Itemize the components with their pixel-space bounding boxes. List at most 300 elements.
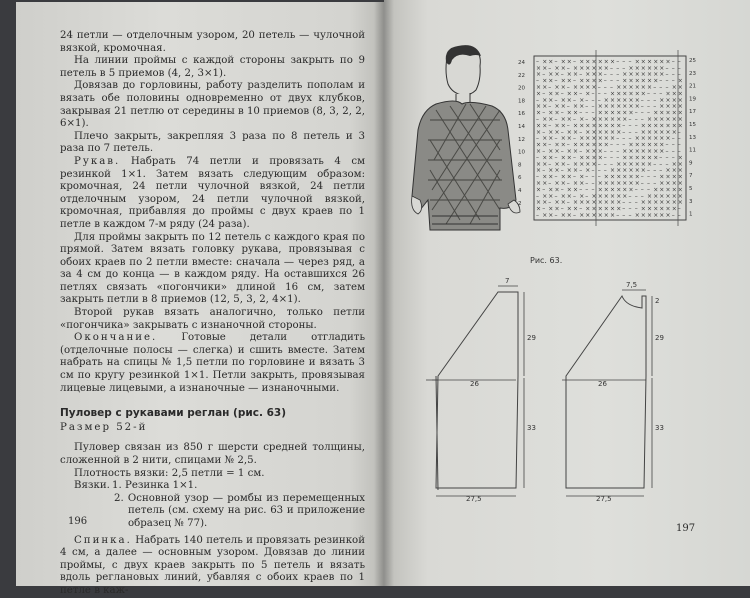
chart-cell: × xyxy=(659,192,665,200)
chart-cell: × xyxy=(542,122,548,130)
chart-cell: × xyxy=(665,135,671,143)
chart-cell: – xyxy=(647,103,650,111)
chart-cell: – xyxy=(573,135,576,143)
chart-cell: × xyxy=(659,96,665,104)
chart-cell: – xyxy=(628,128,632,136)
chart-cell: – xyxy=(573,173,576,181)
chart-cell: × xyxy=(548,77,554,85)
chart-cell: × xyxy=(671,84,677,91)
chart-cell: × xyxy=(640,71,646,79)
chart-cell: × xyxy=(597,180,603,187)
chart-row-number-right: 17 xyxy=(689,109,696,116)
chart-cell: × xyxy=(560,84,566,91)
chart-cell: × xyxy=(659,103,665,111)
chart-row-number-left: 18 xyxy=(518,98,525,105)
chart-cell: × xyxy=(634,160,640,168)
chart-cell: – xyxy=(659,90,663,98)
chart-cell: × xyxy=(548,58,554,66)
chart-cell: × xyxy=(665,103,671,111)
chart-cell: × xyxy=(640,64,646,72)
chart-cell: × xyxy=(542,77,548,85)
chart-cell: × xyxy=(665,128,671,136)
chart-cell: × xyxy=(622,116,628,123)
chart-cell: × xyxy=(548,186,554,194)
chart-cell: × xyxy=(579,199,585,207)
chart-cell: × xyxy=(573,205,579,213)
chart-cell: × xyxy=(603,103,609,111)
knit-item-2: 2. Основной узор — ромбы из перемещенных петель (см. схему на рис. 63 и приложение образец № 77). xyxy=(114,492,365,529)
chart-cell: × xyxy=(603,116,609,123)
chart-cell: × xyxy=(610,180,616,187)
chart-cell: × xyxy=(603,186,609,194)
chart-cell: × xyxy=(610,122,616,130)
chart-cell: × xyxy=(566,148,572,155)
chart-cell: × xyxy=(573,109,579,117)
chart-cell: × xyxy=(542,192,548,200)
chart-cell: × xyxy=(579,173,585,181)
chart-cell: – xyxy=(536,116,539,123)
chart-cell: – xyxy=(554,77,558,85)
chart-cell: – xyxy=(616,77,620,85)
chart-cell: × xyxy=(603,96,609,104)
chart-cell: × xyxy=(591,122,597,130)
chart-cell: × xyxy=(647,205,653,213)
chart-cell: × xyxy=(566,96,572,104)
chart-cell: × xyxy=(597,199,603,207)
chart-cell: × xyxy=(634,148,640,155)
chart-cell: × xyxy=(566,116,572,123)
chart-cell: × xyxy=(585,58,591,66)
chart-cell: – xyxy=(634,122,638,130)
chart-cell: × xyxy=(591,199,597,207)
chart-cell: – xyxy=(634,199,638,207)
chart-cell: – xyxy=(640,116,644,123)
chart-cell: × xyxy=(628,160,634,168)
chart-cell: – xyxy=(536,192,539,200)
chart-cell: × xyxy=(622,96,628,104)
chart-cell: × xyxy=(647,58,653,66)
chart-cell: – xyxy=(628,116,632,123)
chart-cell: × xyxy=(554,205,560,213)
chart-row-number-left: 2 xyxy=(518,200,522,207)
chart-cell: × xyxy=(536,180,542,187)
chart-cell: × xyxy=(653,186,659,194)
chart-cell: – xyxy=(603,154,607,162)
chart-cell: × xyxy=(566,135,572,143)
back-label: Спинка. xyxy=(74,534,132,546)
chart-cell: – xyxy=(560,186,564,194)
chart-cell: – xyxy=(542,186,546,194)
chart-cell: × xyxy=(542,212,548,219)
chart-cell: × xyxy=(554,186,560,194)
chart-cell: – xyxy=(536,58,539,66)
chart-cell: × xyxy=(671,173,677,181)
chart-cell: – xyxy=(671,58,675,66)
chart-cell: × xyxy=(591,160,597,168)
chart-cell: × xyxy=(659,199,665,207)
chart-cell: × xyxy=(597,154,603,162)
chart-cell: – xyxy=(597,84,601,91)
chart-cell: – xyxy=(573,192,576,200)
chart-cell: – xyxy=(616,58,620,66)
chart-cell: × xyxy=(603,122,609,130)
chart-cell: × xyxy=(628,77,634,85)
chart-cell: – xyxy=(603,84,607,91)
chart-row-number-right: 15 xyxy=(689,122,696,128)
chart-cell: × xyxy=(560,116,566,123)
chart-cell: – xyxy=(560,71,564,79)
chart-cell: × xyxy=(677,122,683,130)
chart-cell: – xyxy=(591,186,595,194)
chart-cell: × xyxy=(677,167,683,175)
chart-cell: × xyxy=(560,122,566,130)
chart-cell: × xyxy=(622,173,628,181)
chart-cell: × xyxy=(677,192,683,200)
chart-row-number-right: 21 xyxy=(689,83,696,90)
chart-cell: × xyxy=(579,103,585,111)
chart-cell: × xyxy=(573,122,579,130)
chart-cell: × xyxy=(536,109,542,117)
chart-cell: × xyxy=(671,186,677,194)
chart-cell: × xyxy=(566,205,572,213)
chart-cell: × xyxy=(622,180,628,187)
chart-cell: × xyxy=(585,141,591,149)
chart-cell: × xyxy=(634,103,640,111)
chart-cell: – xyxy=(585,109,589,117)
chart-cell: × xyxy=(548,192,554,200)
chart-cell: × xyxy=(579,135,585,143)
chart-cell: – xyxy=(566,103,570,111)
chart-cell: × xyxy=(671,128,677,136)
chart-cell: × xyxy=(616,167,622,175)
chart-cell: × xyxy=(628,90,634,98)
chart-cell: × xyxy=(647,192,653,200)
chart-cell: – xyxy=(677,64,681,72)
chart-cell: × xyxy=(585,154,591,162)
chart-cell: × xyxy=(536,205,542,213)
chart-cell: – xyxy=(548,122,552,130)
chart-cell: × xyxy=(597,186,603,194)
chart-cell: – xyxy=(647,96,650,104)
chart-cell: × xyxy=(616,96,622,104)
chart-cell: × xyxy=(628,109,634,117)
chart-cell: × xyxy=(591,192,597,200)
chart-cell: × xyxy=(560,58,566,66)
chart-cell: × xyxy=(634,141,640,149)
chart-cell: – xyxy=(591,103,595,111)
chart-cell: × xyxy=(671,90,677,98)
chart-cell: – xyxy=(579,148,583,155)
chart-cell: × xyxy=(536,186,542,194)
chart-cell: – xyxy=(560,90,564,98)
chart-cell: – xyxy=(566,84,570,91)
chart-cell: × xyxy=(603,173,609,181)
chart-cell: × xyxy=(616,180,622,187)
chart-cell: – xyxy=(560,205,564,213)
chart-cell: × xyxy=(634,64,640,72)
chart-row-number-right: 23 xyxy=(689,70,696,77)
chart-cell: × xyxy=(665,116,671,123)
chart-cell: × xyxy=(579,84,585,91)
chart-cell: × xyxy=(622,77,628,85)
chart-cell: × xyxy=(536,103,542,111)
chart-cell: × xyxy=(665,167,671,175)
chart-cell: × xyxy=(665,186,671,194)
figure-caption: Рис. 63. xyxy=(530,256,563,265)
chart-cell: × xyxy=(573,167,579,175)
chart-cell: × xyxy=(659,141,665,149)
chart-cell: – xyxy=(647,173,650,181)
chart-cell: × xyxy=(591,116,597,123)
chart-cell: × xyxy=(573,71,579,79)
chart-cell: × xyxy=(597,192,603,200)
chart-cell: × xyxy=(610,109,616,117)
chart-cell: × xyxy=(591,71,597,79)
chart-cell: – xyxy=(573,58,576,66)
chart-row-number-right: 19 xyxy=(689,96,696,103)
chart-cell: – xyxy=(659,167,663,175)
chart-cell: × xyxy=(610,212,616,219)
chart-cell: × xyxy=(585,77,591,85)
chart-cell: × xyxy=(591,141,597,149)
chart-row-number-left: 22 xyxy=(518,72,525,79)
chart-cell: × xyxy=(653,141,659,149)
chart-cell: – xyxy=(640,186,644,194)
chart-cell: × xyxy=(579,77,585,85)
chart-cell: × xyxy=(653,199,659,207)
chart-cell: × xyxy=(566,71,572,79)
chart-cell: × xyxy=(585,205,591,213)
chart-cell: – xyxy=(671,71,675,79)
knitting-chart xyxy=(518,50,696,226)
chart-cell: – xyxy=(653,180,657,187)
chart-cell: × xyxy=(653,122,659,130)
chart-cell: × xyxy=(542,199,548,207)
chart-cell: – xyxy=(591,173,595,181)
chart-row-number-left: 16 xyxy=(518,111,525,118)
chart-cell: × xyxy=(536,167,542,175)
chart-cell: – xyxy=(591,180,595,187)
chart-cell: × xyxy=(628,186,634,194)
chart-cell: × xyxy=(628,173,634,181)
chart-cell: × xyxy=(573,84,579,91)
chart-cell: – xyxy=(659,77,663,85)
chart-cell: – xyxy=(536,173,539,181)
chart-cell: – xyxy=(653,167,657,175)
chart-cell: × xyxy=(597,128,603,136)
chart-cell: – xyxy=(548,141,552,149)
chart-row-number-right: 1 xyxy=(689,211,693,218)
chart-cell: × xyxy=(640,141,646,149)
chart-cell: × xyxy=(634,58,640,66)
chart-row-number-left: 4 xyxy=(518,188,522,194)
chart-cell: – xyxy=(622,199,626,207)
chart-row-number-right: 25 xyxy=(689,58,696,64)
chart-cell: × xyxy=(622,71,628,79)
chart-cell: – xyxy=(665,77,669,85)
chart-cell: × xyxy=(653,128,659,136)
chart-cell: – xyxy=(622,58,626,66)
chart-cell: × xyxy=(628,64,634,72)
chart-cell: × xyxy=(579,160,585,168)
chart-cell: – xyxy=(647,90,650,98)
chart-cell: – xyxy=(597,90,601,98)
chart-cell: × xyxy=(610,90,616,98)
chart-cell: × xyxy=(677,116,683,123)
chart-cell: × xyxy=(677,160,683,168)
chart-cell: – xyxy=(585,173,589,181)
chart-cell: – xyxy=(542,148,546,155)
chart-cell: – xyxy=(677,71,681,79)
chart-cell: – xyxy=(640,192,644,200)
chart-cell: × xyxy=(628,84,634,91)
chart-cell: × xyxy=(591,135,597,143)
chart-cell: – xyxy=(548,84,552,91)
chart-cell: – xyxy=(554,154,558,162)
chart-cell: × xyxy=(585,64,591,72)
chart-cell: × xyxy=(653,77,659,85)
chart-cell: – xyxy=(665,71,669,79)
chart-cell: – xyxy=(548,64,552,72)
chart-cell: × xyxy=(665,192,671,200)
chart-cell: – xyxy=(628,122,632,130)
chart-cell: – xyxy=(616,212,620,219)
chart-cell: × xyxy=(659,71,665,79)
chart-cell: × xyxy=(640,58,646,66)
chart-cell: × xyxy=(647,122,653,130)
chart-cell: × xyxy=(554,167,560,175)
chart-cell: × xyxy=(616,109,622,117)
chart-cell: × xyxy=(671,116,677,123)
chart-cell: × xyxy=(603,128,609,136)
chart-cell: × xyxy=(659,64,665,72)
chart-cell: – xyxy=(573,154,576,162)
chart-cell: – xyxy=(671,212,675,219)
chart-cell: × xyxy=(640,90,646,98)
chart-cell: – xyxy=(640,173,644,181)
chart-cell: × xyxy=(536,122,542,130)
chart-cell: – xyxy=(554,116,558,123)
chart-row-number-right: 3 xyxy=(689,198,693,205)
chart-cell: – xyxy=(603,160,607,168)
chart-cell: × xyxy=(653,116,659,123)
chart-cell: × xyxy=(560,199,566,207)
chart-cell: × xyxy=(566,173,572,181)
chart-cell: × xyxy=(622,90,628,98)
chart-cell: – xyxy=(628,192,632,200)
chart-cell: – xyxy=(536,96,539,104)
chart-cell: × xyxy=(628,148,634,155)
chart-row-number-right: 13 xyxy=(689,134,696,141)
chart-cell: × xyxy=(542,84,548,91)
chart-cell: × xyxy=(542,103,548,111)
chart-cell: – xyxy=(603,77,607,85)
chart-cell: × xyxy=(622,148,628,155)
chart-cell: × xyxy=(671,167,677,175)
chart-cell: × xyxy=(659,58,665,66)
chart-cell: × xyxy=(554,109,560,117)
chart-cell: – xyxy=(665,160,669,168)
chart-cell: × xyxy=(647,135,653,143)
chart-row-number-right: 9 xyxy=(689,160,693,167)
chart-cell: × xyxy=(640,167,646,175)
chart-cell: × xyxy=(616,199,622,207)
chart-cell: × xyxy=(597,58,603,66)
chart-cell: – xyxy=(671,64,675,72)
chart-cell: × xyxy=(579,192,585,200)
chart-cell: × xyxy=(610,116,616,123)
chart-cell: × xyxy=(634,173,640,181)
chart-cell: × xyxy=(597,77,603,85)
chart-cell: – xyxy=(665,141,669,149)
chart-cell: – xyxy=(653,96,657,104)
dim-sleeve-height: 29 xyxy=(527,334,536,342)
chart-cell: × xyxy=(622,154,628,162)
chart-row-number-right: 11 xyxy=(689,147,696,154)
knit-label: Вязки. xyxy=(74,480,110,492)
chart-cell: × xyxy=(653,212,659,219)
chart-cell: × xyxy=(640,148,646,155)
chart-cell: × xyxy=(597,103,603,111)
chart-cell: – xyxy=(585,96,589,104)
chart-cell: – xyxy=(585,192,589,200)
chart-cell: × xyxy=(634,180,640,187)
chart-cell: × xyxy=(653,205,659,213)
chart-cell: – xyxy=(603,148,607,155)
chart-cell: × xyxy=(665,205,671,213)
chart-cell: × xyxy=(597,116,603,123)
chart-cell: × xyxy=(671,160,677,168)
chart-cell: × xyxy=(640,205,646,213)
chart-cell: – xyxy=(616,135,620,143)
chart-cell: – xyxy=(677,148,681,155)
size-label: Размер 52-й xyxy=(60,421,148,433)
chart-cell: × xyxy=(579,116,585,123)
chart-cell: × xyxy=(585,212,591,219)
chart-cell: × xyxy=(677,96,683,104)
chart-cell: × xyxy=(560,154,566,162)
chart-cell: × xyxy=(579,96,585,104)
chart-cell: – xyxy=(536,154,539,162)
chart-cell: – xyxy=(554,173,558,181)
chart-cell: – xyxy=(659,160,663,168)
chart-cell: × xyxy=(566,167,572,175)
sleeve-label: Рукав. xyxy=(74,155,121,167)
dim-top-width: 7 xyxy=(505,277,510,285)
chart-cell: – xyxy=(647,180,650,187)
paragraph: На линии проймы с каждой стороны закрыть по 9 петель в 5 приемов (4, 2, 3×1). xyxy=(60,55,365,79)
chart-cell: – xyxy=(647,109,650,117)
chart-cell: × xyxy=(616,90,622,98)
chart-cell: × xyxy=(647,77,653,85)
chart-cell: × xyxy=(653,135,659,143)
chart-cell: – xyxy=(603,167,607,175)
chart-cell: – xyxy=(647,167,650,175)
chart-cell: × xyxy=(542,180,548,187)
chart-cell: × xyxy=(536,128,542,136)
chart-cell: × xyxy=(554,180,560,187)
chart-cell: – xyxy=(536,135,539,143)
chart-cell: – xyxy=(610,160,613,168)
chart-row-number-left: 10 xyxy=(518,149,525,156)
chart-cell: × xyxy=(554,199,560,207)
chart-cell: × xyxy=(634,84,640,91)
chart-cell: × xyxy=(628,103,634,111)
chart-cell: × xyxy=(566,186,572,194)
chart-row-number-left: 12 xyxy=(518,136,525,143)
chart-cell: – xyxy=(554,58,558,66)
chart-cell: × xyxy=(579,141,585,149)
